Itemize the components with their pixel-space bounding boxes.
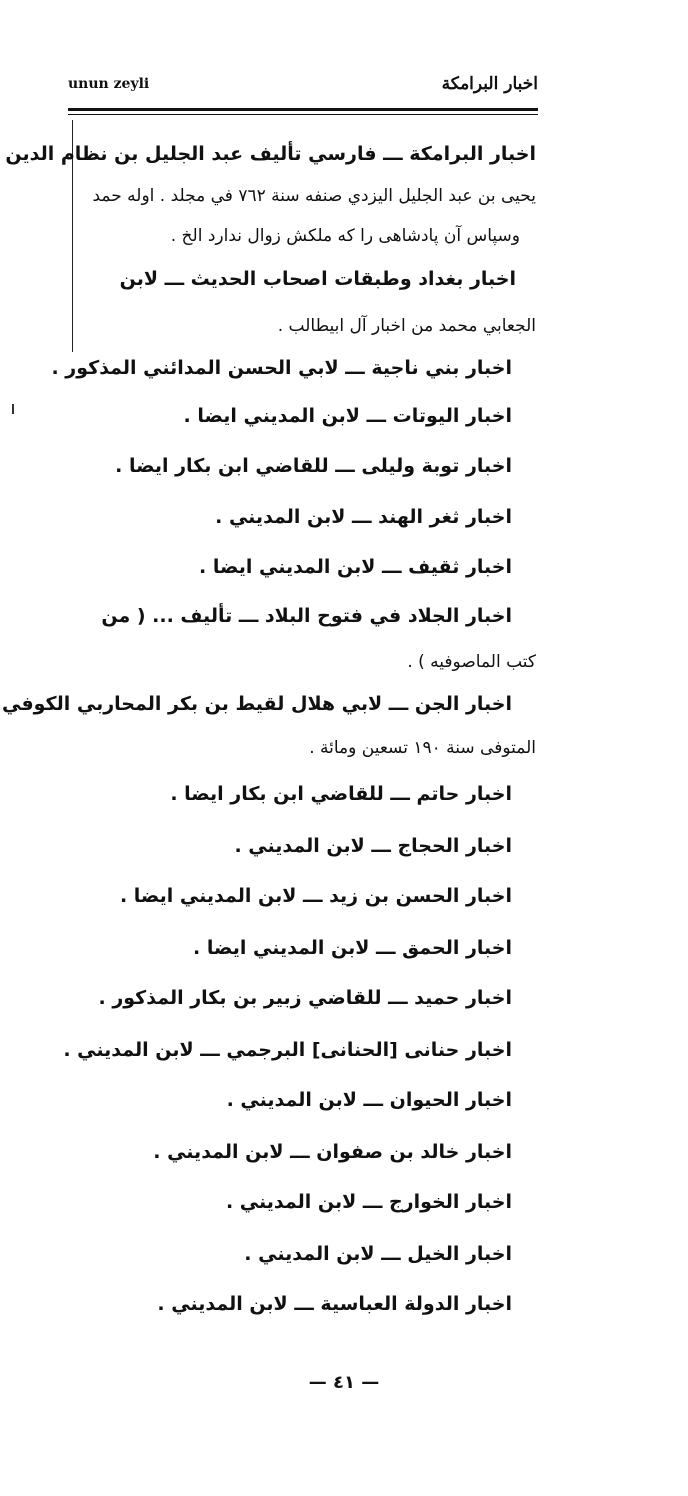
entry-line: كتب الماصوفيه ) . [407, 652, 536, 672]
entry-line: اخبار حاتم ـــ للقاضي ابن بكار ايضا . [170, 783, 512, 805]
entry-line: اخبار الحيوان ـــ لابن المديني . [226, 1089, 512, 1111]
entry-line: المتوفى سنة ١٩٠ تسعين ومائة . [309, 738, 536, 758]
entry-line: اخبار حنانى [الحنانى] البرجمي ـــ لابن المديني . [63, 1039, 512, 1061]
running-header-right: اخبار البرامكة [441, 74, 538, 94]
entry-line: اخبار الحسن بن زيد ـــ لابن المديني ايضا . [119, 885, 512, 907]
header-rule-thick [68, 108, 538, 111]
entry-line: اخبار الخيل ـــ لابن المديني . [244, 1243, 512, 1265]
entry-line: اخبار الخوارج ـــ لابن المديني . [225, 1191, 512, 1213]
entry-line: اخبار بغداد وطبقات اصحاب الحديث ـــ لابن [119, 268, 516, 290]
entry-line: اخبار حميد ـــ للقاضي زبير بن بكار المذكور . [98, 987, 512, 1009]
entry-line: اخبار توبة وليلى ـــ للقاضي ابن بكار ايضا . [115, 455, 512, 477]
entry-line: اخبار خالد بن صفوان ـــ لابن المديني . [153, 1141, 512, 1163]
entry-line: اخبار ثغر الهند ـــ لابن المديني . [215, 506, 512, 528]
page-number: — ٤١ — [308, 1372, 380, 1393]
entry-line: اخبار البرامكة ـــ فارسي تأليف عبد الجليل بن نظام الدين [5, 143, 536, 165]
entry-line: وسپاس آن پادشاهی را كه ملكش زوال ندارد الخ . [170, 226, 520, 246]
entry-line: اخبار الجن ـــ لابي هلال لقيط بن بكر المحاربي الكوفي [1, 693, 512, 715]
entry-line: يحيى بن عبد الجليل اليزدي صنفه سنة ٧٦٢ في مجلد . اوله حمد [92, 186, 536, 206]
running-header-left: unun zeyli [68, 76, 150, 92]
entry-line: اخبار ثقيف ـــ لابن المديني ايضا . [199, 556, 512, 578]
entry-line: اخبار الدولة العباسية ـــ لابن المديني . [157, 1293, 512, 1315]
entry-line: اخبار الجلاد في فتوح البلاد ـــ تأليف ... ( من [101, 605, 512, 627]
margin-mark [12, 404, 14, 414]
header-rule-thin [68, 114, 538, 115]
entry-line: اخبار بني ناجية ـــ لابي الحسن المدائني المذكور . [51, 357, 512, 379]
entry-line: اخبار اليوتات ـــ لابن المديني ايضا . [183, 405, 512, 427]
entry-line: الجعابي محمد من اخبار آل ابيطالب . [277, 316, 536, 336]
entry-line: اخبار الحمق ـــ لابن المديني ايضا . [193, 937, 512, 959]
entry-line: اخبار الحجاج ـــ لابن المديني . [234, 835, 512, 857]
